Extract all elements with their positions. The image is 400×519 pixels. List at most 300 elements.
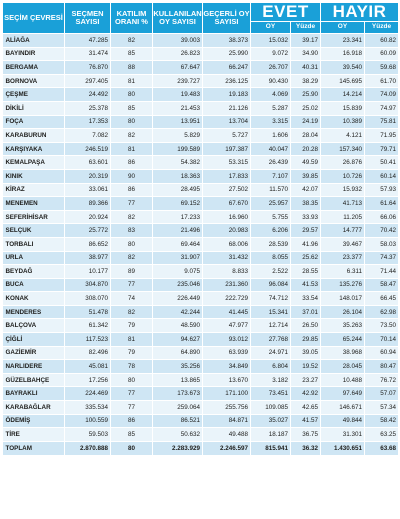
cell-hayir-oy: 15.932 (321, 183, 365, 197)
cell-valid-votes: 47.977 (203, 319, 251, 333)
cell-evet-oy: 73.451 (251, 387, 291, 401)
cell-evet-oy: 15.341 (251, 305, 291, 319)
cell-turnout: 77 (111, 401, 153, 415)
cell-votes-cast: 54.382 (153, 156, 203, 170)
cell-hayir-yuzde: 79.71 (365, 142, 399, 156)
table-header (3, 3, 399, 34)
table-row (3, 115, 399, 129)
cell-evet-yuzde: 26.50 (291, 319, 321, 333)
cell-evet-yuzde: 41.57 (291, 414, 321, 428)
cell-turnout: 82 (111, 210, 153, 224)
cell-evet-oy: 2.522 (251, 265, 291, 279)
cell-turnout: 81 (111, 142, 153, 156)
header-turnout: KATILIM ORANI % (111, 3, 153, 34)
cell-turnout: 86 (111, 414, 153, 428)
total-cell-voters: 2.870.888 (65, 441, 111, 455)
cell-district: KONAK (3, 292, 65, 306)
cell-district: DİKİLİ (3, 101, 65, 115)
cell-district: SEFERİHİSAR (3, 210, 65, 224)
cell-evet-oy: 11.570 (251, 183, 291, 197)
cell-hayir-oy: 26.876 (321, 156, 365, 170)
cell-district: FOÇA (3, 115, 65, 129)
table-row (3, 346, 399, 360)
cell-hayir-yuzde: 59.68 (365, 61, 399, 75)
cell-turnout: 81 (111, 333, 153, 347)
cell-district: URLA (3, 251, 65, 265)
header-district: SEÇİM ÇEVRESİ (3, 3, 65, 34)
referendum-results-table (2, 2, 399, 456)
cell-hayir-yuzde: 62.98 (365, 305, 399, 319)
cell-hayir-yuzde: 58.03 (365, 237, 399, 251)
cell-hayir-oy: 146.671 (321, 401, 365, 415)
total-cell-votes-cast: 2.283.929 (153, 441, 203, 455)
cell-turnout: 85 (111, 101, 153, 115)
cell-votes-cast: 42.244 (153, 305, 203, 319)
cell-votes-cast: 19.483 (153, 88, 203, 102)
cell-turnout: 79 (111, 319, 153, 333)
cell-hayir-oy: 135.276 (321, 278, 365, 292)
cell-hayir-yuzde: 74.37 (365, 251, 399, 265)
table-row (3, 210, 399, 224)
cell-turnout: 82 (111, 305, 153, 319)
results-table-container (2, 2, 398, 456)
cell-evet-yuzde: 36.75 (291, 428, 321, 442)
cell-evet-yuzde: 33.93 (291, 210, 321, 224)
cell-evet-oy: 26.439 (251, 156, 291, 170)
cell-voters: 61.342 (65, 319, 111, 333)
cell-evet-oy: 8.055 (251, 251, 291, 265)
table-row (3, 292, 399, 306)
cell-hayir-oy: 16.918 (321, 47, 365, 61)
cell-evet-yuzde: 33.54 (291, 292, 321, 306)
cell-voters: 33.061 (65, 183, 111, 197)
cell-turnout: 82 (111, 34, 153, 48)
cell-evet-oy: 26.707 (251, 61, 291, 75)
cell-votes-cast: 39.003 (153, 34, 203, 48)
cell-hayir-yuzde: 60.82 (365, 34, 399, 48)
cell-voters: 24.492 (65, 88, 111, 102)
cell-evet-yuzde: 42.65 (291, 401, 321, 415)
cell-district: BUCA (3, 278, 65, 292)
cell-evet-yuzde: 40.31 (291, 61, 321, 75)
cell-district: ALİAĞA (3, 34, 65, 48)
cell-district: KARABURUN (3, 129, 65, 143)
cell-evet-oy: 109.085 (251, 401, 291, 415)
cell-votes-cast: 226.449 (153, 292, 203, 306)
cell-valid-votes: 222.729 (203, 292, 251, 306)
total-cell-valid-votes: 2.246.597 (203, 441, 251, 455)
cell-hayir-oy: 38.968 (321, 346, 365, 360)
cell-votes-cast: 26.823 (153, 47, 203, 61)
cell-turnout: 78 (111, 360, 153, 374)
cell-hayir-yuzde: 58.42 (365, 414, 399, 428)
cell-voters: 47.285 (65, 34, 111, 48)
table-row (3, 237, 399, 251)
table-row (3, 265, 399, 279)
cell-valid-votes: 20.983 (203, 224, 251, 238)
cell-evet-yuzde: 39.85 (291, 169, 321, 183)
cell-hayir-oy: 157.340 (321, 142, 365, 156)
cell-turnout: 80 (111, 115, 153, 129)
cell-evet-yuzde: 38.29 (291, 74, 321, 88)
cell-hayir-oy: 14.777 (321, 224, 365, 238)
cell-hayir-oy: 23.341 (321, 34, 365, 48)
cell-voters: 51.478 (65, 305, 111, 319)
cell-valid-votes: 84.871 (203, 414, 251, 428)
table-row (3, 101, 399, 115)
cell-votes-cast: 35.256 (153, 360, 203, 374)
table-row (3, 169, 399, 183)
cell-evet-yuzde: 39.05 (291, 346, 321, 360)
cell-evet-yuzde: 25.02 (291, 101, 321, 115)
cell-hayir-oy: 49.844 (321, 414, 365, 428)
cell-district: BALÇOVA (3, 319, 65, 333)
cell-evet-yuzde: 29.85 (291, 333, 321, 347)
cell-evet-yuzde: 41.96 (291, 237, 321, 251)
cell-evet-oy: 5.287 (251, 101, 291, 115)
cell-voters: 7.082 (65, 129, 111, 143)
cell-votes-cast: 18.363 (153, 169, 203, 183)
cell-evet-oy: 25.957 (251, 197, 291, 211)
cell-hayir-yuzde: 71.44 (365, 265, 399, 279)
cell-votes-cast: 86.521 (153, 414, 203, 428)
cell-hayir-yuzde: 57.93 (365, 183, 399, 197)
cell-evet-oy: 24.971 (251, 346, 291, 360)
cell-votes-cast: 13.865 (153, 373, 203, 387)
table-row (3, 305, 399, 319)
cell-valid-votes: 67.670 (203, 197, 251, 211)
cell-evet-yuzde: 19.52 (291, 360, 321, 374)
cell-voters: 86.652 (65, 237, 111, 251)
cell-valid-votes: 34.849 (203, 360, 251, 374)
cell-votes-cast: 69.152 (153, 197, 203, 211)
cell-hayir-yuzde: 58.47 (365, 278, 399, 292)
cell-hayir-oy: 148.017 (321, 292, 365, 306)
cell-evet-yuzde: 28.55 (291, 265, 321, 279)
cell-turnout: 85 (111, 428, 153, 442)
cell-hayir-oy: 145.695 (321, 74, 365, 88)
cell-hayir-yuzde: 61.64 (365, 197, 399, 211)
cell-hayir-oy: 41.713 (321, 197, 365, 211)
cell-turnout: 80 (111, 88, 153, 102)
table-row (3, 278, 399, 292)
table-row (3, 74, 399, 88)
cell-hayir-yuzde: 74.97 (365, 101, 399, 115)
cell-hayir-oy: 97.649 (321, 387, 365, 401)
cell-district: KEMALPAŞA (3, 156, 65, 170)
cell-district: SELÇUK (3, 224, 65, 238)
cell-valid-votes: 13.670 (203, 373, 251, 387)
cell-evet-yuzde: 25.90 (291, 88, 321, 102)
cell-hayir-yuzde: 74.09 (365, 88, 399, 102)
cell-district: MENDERES (3, 305, 65, 319)
table-row (3, 401, 399, 415)
cell-district: TORBALI (3, 237, 65, 251)
cell-valid-votes: 231.360 (203, 278, 251, 292)
cell-votes-cast: 199.589 (153, 142, 203, 156)
cell-hayir-oy: 23.377 (321, 251, 365, 265)
cell-district: TİRE (3, 428, 65, 442)
cell-votes-cast: 173.673 (153, 387, 203, 401)
table-row (3, 61, 399, 75)
cell-voters: 304.870 (65, 278, 111, 292)
cell-hayir-yuzde: 57.07 (365, 387, 399, 401)
cell-evet-yuzde: 34.90 (291, 47, 321, 61)
cell-votes-cast: 94.627 (153, 333, 203, 347)
table-row (3, 142, 399, 156)
total-cell-hayir-yuzde: 63.68 (365, 441, 399, 455)
table-row (3, 197, 399, 211)
cell-evet-yuzde: 37.01 (291, 305, 321, 319)
cell-district: BEYDAĞ (3, 265, 65, 279)
cell-hayir-yuzde: 57.34 (365, 401, 399, 415)
table-row (3, 360, 399, 374)
cell-hayir-yuzde: 71.95 (365, 129, 399, 143)
cell-valid-votes: 53.315 (203, 156, 251, 170)
cell-voters: 297.405 (65, 74, 111, 88)
cell-turnout: 88 (111, 61, 153, 75)
cell-district: GAZİEMİR (3, 346, 65, 360)
table-row (3, 129, 399, 143)
cell-valid-votes: 27.502 (203, 183, 251, 197)
cell-turnout: 77 (111, 387, 153, 401)
cell-evet-yuzde: 41.53 (291, 278, 321, 292)
cell-valid-votes: 41.445 (203, 305, 251, 319)
cell-votes-cast: 67.647 (153, 61, 203, 75)
cell-votes-cast: 28.495 (153, 183, 203, 197)
table-row (3, 183, 399, 197)
cell-hayir-oy: 11.205 (321, 210, 365, 224)
cell-evet-oy: 28.539 (251, 237, 291, 251)
cell-valid-votes: 63.939 (203, 346, 251, 360)
cell-voters: 335.534 (65, 401, 111, 415)
header-hayir-oy: OY (321, 21, 365, 33)
cell-evet-yuzde: 42.92 (291, 387, 321, 401)
cell-hayir-oy: 10.389 (321, 115, 365, 129)
cell-evet-yuzde: 25.62 (291, 251, 321, 265)
total-cell-evet-yuzde: 36.32 (291, 441, 321, 455)
total-cell-district: TOPLAM (3, 441, 65, 455)
cell-valid-votes: 8.833 (203, 265, 251, 279)
cell-district: ÇEŞME (3, 88, 65, 102)
table-row (3, 156, 399, 170)
cell-valid-votes: 171.100 (203, 387, 251, 401)
cell-voters: 224.469 (65, 387, 111, 401)
cell-evet-yuzde: 28.04 (291, 129, 321, 143)
cell-turnout: 80 (111, 373, 153, 387)
cell-hayir-yuzde: 73.50 (365, 319, 399, 333)
cell-evet-yuzde: 24.19 (291, 115, 321, 129)
cell-voters: 38.977 (65, 251, 111, 265)
cell-hayir-oy: 10.488 (321, 373, 365, 387)
cell-hayir-oy: 14.214 (321, 88, 365, 102)
cell-evet-oy: 18.187 (251, 428, 291, 442)
cell-evet-oy: 40.047 (251, 142, 291, 156)
header-valid-votes: GEÇERLİ OY SAYISI (203, 3, 251, 34)
cell-voters: 31.474 (65, 47, 111, 61)
cell-hayir-yuzde: 60.94 (365, 346, 399, 360)
cell-evet-oy: 74.712 (251, 292, 291, 306)
header-evet: EVET (251, 3, 321, 22)
total-row (3, 441, 399, 455)
cell-hayir-oy: 4.121 (321, 129, 365, 143)
cell-district: KARABAĞLAR (3, 401, 65, 415)
cell-voters: 246.519 (65, 142, 111, 156)
cell-valid-votes: 66.247 (203, 61, 251, 75)
cell-hayir-yuzde: 75.81 (365, 115, 399, 129)
cell-evet-oy: 9.072 (251, 47, 291, 61)
cell-evet-yuzde: 39.17 (291, 34, 321, 48)
cell-hayir-oy: 26.104 (321, 305, 365, 319)
header-evet-yuzde: Yüzde (291, 21, 321, 33)
cell-voters: 76.870 (65, 61, 111, 75)
cell-turnout: 80 (111, 237, 153, 251)
cell-valid-votes: 19.183 (203, 88, 251, 102)
cell-turnout: 77 (111, 197, 153, 211)
cell-hayir-oy: 65.244 (321, 333, 365, 347)
cell-turnout: 85 (111, 47, 153, 61)
cell-evet-yuzde: 20.28 (291, 142, 321, 156)
cell-hayir-yuzde: 70.14 (365, 333, 399, 347)
cell-district: ÇİĞLİ (3, 333, 65, 347)
cell-votes-cast: 48.590 (153, 319, 203, 333)
cell-hayir-yuzde: 61.70 (365, 74, 399, 88)
cell-votes-cast: 259.064 (153, 401, 203, 415)
cell-hayir-oy: 10.726 (321, 169, 365, 183)
cell-valid-votes: 5.727 (203, 129, 251, 143)
cell-votes-cast: 64.890 (153, 346, 203, 360)
cell-votes-cast: 239.727 (153, 74, 203, 88)
cell-valid-votes: 68.006 (203, 237, 251, 251)
cell-voters: 100.559 (65, 414, 111, 428)
cell-hayir-yuzde: 80.47 (365, 360, 399, 374)
cell-turnout: 83 (111, 224, 153, 238)
cell-district: ÖDEMİŞ (3, 414, 65, 428)
cell-hayir-oy: 31.301 (321, 428, 365, 442)
table-row (3, 47, 399, 61)
cell-hayir-yuzde: 50.41 (365, 156, 399, 170)
table-row (3, 88, 399, 102)
table-row (3, 34, 399, 48)
cell-voters: 45.081 (65, 360, 111, 374)
cell-district: GÜZELBAHÇE (3, 373, 65, 387)
cell-district: BERGAMA (3, 61, 65, 75)
cell-evet-oy: 15.032 (251, 34, 291, 48)
cell-hayir-oy: 28.045 (321, 360, 365, 374)
total-cell-evet-oy: 815.941 (251, 441, 291, 455)
cell-turnout: 77 (111, 278, 153, 292)
table-row (3, 387, 399, 401)
cell-valid-votes: 21.126 (203, 101, 251, 115)
cell-votes-cast: 50.632 (153, 428, 203, 442)
cell-turnout: 86 (111, 156, 153, 170)
header-evet-oy: OY (251, 21, 291, 33)
cell-hayir-oy: 39.540 (321, 61, 365, 75)
cell-votes-cast: 31.907 (153, 251, 203, 265)
cell-valid-votes: 17.833 (203, 169, 251, 183)
cell-valid-votes: 93.012 (203, 333, 251, 347)
cell-evet-oy: 35.027 (251, 414, 291, 428)
cell-evet-oy: 1.606 (251, 129, 291, 143)
cell-evet-oy: 4.069 (251, 88, 291, 102)
cell-votes-cast: 17.233 (153, 210, 203, 224)
cell-district: BORNOVA (3, 74, 65, 88)
table-row (3, 428, 399, 442)
cell-evet-oy: 5.755 (251, 210, 291, 224)
cell-evet-yuzde: 23.27 (291, 373, 321, 387)
cell-valid-votes: 49.488 (203, 428, 251, 442)
table-row (3, 319, 399, 333)
cell-district: BAYRAKLI (3, 387, 65, 401)
cell-turnout: 79 (111, 346, 153, 360)
cell-evet-oy: 7.107 (251, 169, 291, 183)
cell-evet-yuzde: 49.59 (291, 156, 321, 170)
cell-evet-oy: 6.206 (251, 224, 291, 238)
cell-voters: 89.366 (65, 197, 111, 211)
cell-evet-oy: 96.084 (251, 278, 291, 292)
cell-votes-cast: 235.046 (153, 278, 203, 292)
cell-votes-cast: 13.951 (153, 115, 203, 129)
cell-hayir-yuzde: 66.45 (365, 292, 399, 306)
cell-votes-cast: 21.496 (153, 224, 203, 238)
cell-voters: 17.353 (65, 115, 111, 129)
cell-hayir-oy: 15.839 (321, 101, 365, 115)
cell-hayir-yuzde: 60.09 (365, 47, 399, 61)
cell-votes-cast: 9.075 (153, 265, 203, 279)
table-row (3, 373, 399, 387)
cell-turnout: 89 (111, 265, 153, 279)
cell-valid-votes: 25.990 (203, 47, 251, 61)
cell-voters: 117.523 (65, 333, 111, 347)
header-voters: SEÇMEN SAYISI (65, 3, 111, 34)
cell-valid-votes: 197.387 (203, 142, 251, 156)
cell-turnout: 82 (111, 129, 153, 143)
header-votes-cast: KULLANILAN OY SAYISI (153, 3, 203, 34)
cell-evet-oy: 3.182 (251, 373, 291, 387)
cell-evet-oy: 6.804 (251, 360, 291, 374)
cell-turnout: 74 (111, 292, 153, 306)
cell-district: KARŞIYAKA (3, 142, 65, 156)
cell-valid-votes: 13.704 (203, 115, 251, 129)
cell-evet-yuzde: 38.35 (291, 197, 321, 211)
cell-hayir-oy: 39.467 (321, 237, 365, 251)
cell-district: MENEMEN (3, 197, 65, 211)
total-cell-turnout: 80 (111, 441, 153, 455)
cell-voters: 59.503 (65, 428, 111, 442)
cell-voters: 25.378 (65, 101, 111, 115)
cell-evet-oy: 27.768 (251, 333, 291, 347)
cell-district: NARLIDERE (3, 360, 65, 374)
cell-evet-yuzde: 42.07 (291, 183, 321, 197)
cell-evet-oy: 3.315 (251, 115, 291, 129)
cell-hayir-oy: 6.311 (321, 265, 365, 279)
cell-turnout: 90 (111, 169, 153, 183)
cell-voters: 17.256 (65, 373, 111, 387)
table-body (3, 34, 399, 456)
cell-district: BAYINDIR (3, 47, 65, 61)
cell-hayir-yuzde: 60.14 (365, 169, 399, 183)
cell-voters: 25.772 (65, 224, 111, 238)
cell-evet-oy: 12.714 (251, 319, 291, 333)
cell-votes-cast: 21.453 (153, 101, 203, 115)
header-hayir: HAYIR (321, 3, 399, 22)
table-row (3, 333, 399, 347)
cell-voters: 20.319 (65, 169, 111, 183)
table-row (3, 224, 399, 238)
cell-hayir-yuzde: 63.25 (365, 428, 399, 442)
cell-hayir-yuzde: 70.42 (365, 224, 399, 238)
cell-voters: 20.924 (65, 210, 111, 224)
